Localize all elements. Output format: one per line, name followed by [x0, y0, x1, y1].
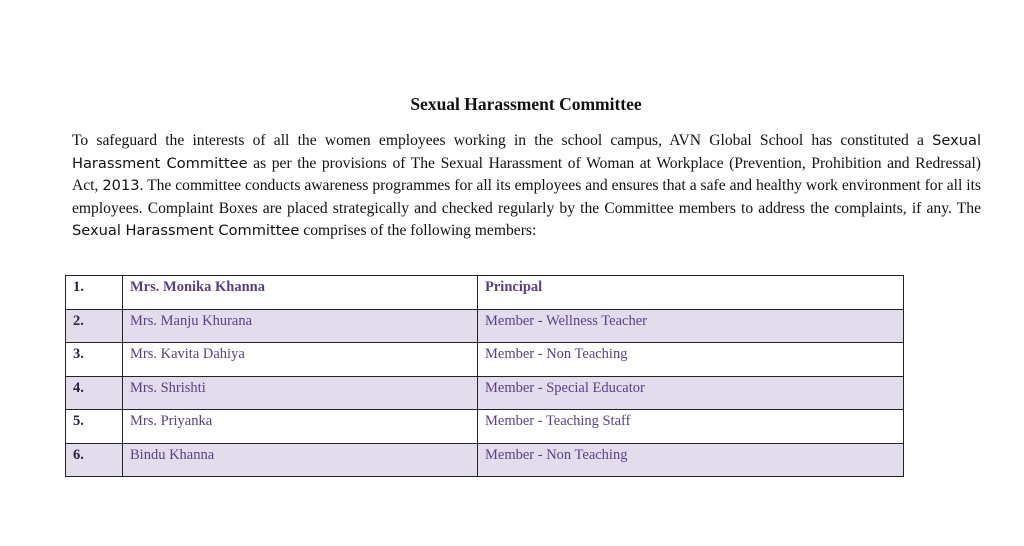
table-row — [66, 276, 904, 310]
member-name: Mrs. Manju Khurana — [123, 309, 478, 343]
members-table — [65, 275, 904, 477]
member-name: Mrs. Monika Khanna — [123, 276, 478, 310]
member-number: 1. — [66, 276, 123, 310]
intro-text-4: comprises of the following members: — [303, 222, 537, 240]
page-title: Sexual Harassment Committee — [410, 94, 642, 114]
member-name: Mrs. Kavita Dahiya — [123, 343, 478, 377]
committee-name: Sexual Harassment Committee — [72, 132, 981, 172]
table-row — [66, 309, 904, 343]
member-number: 4. — [66, 376, 123, 410]
intro-text-1: To safeguard the interests of all the women employees working in the school campus, AVN Global School has constituted a — [72, 132, 924, 149]
committee-name: Sexual Harassment Committee — [72, 222, 300, 240]
member-role: Member - Non Teaching — [478, 343, 904, 377]
member-name: Mrs. Shrishti — [123, 376, 478, 410]
member-number: 2. — [66, 309, 123, 343]
member-name: Bindu Khanna — [123, 443, 478, 477]
table-row — [66, 410, 904, 444]
member-role: Member - Wellness Teacher — [478, 309, 904, 343]
table-row — [66, 376, 904, 410]
table-row — [66, 443, 904, 477]
member-role: Member - Special Educator — [478, 376, 904, 410]
member-role: Principal — [478, 276, 904, 310]
member-number: 3. — [66, 343, 123, 377]
intro-text-3: . The committee conducts awareness programmes for all its employees and ensures that a safe and healthy work environment for all its employees. Complaint Boxes are placed strategically and checked regularly by the Committee members to address the complaints, if any. The — [72, 177, 981, 217]
member-role: Member - Teaching Staff — [478, 410, 904, 444]
member-number: 6. — [66, 443, 123, 477]
member-number: 5. — [66, 410, 123, 444]
intro-text-2: as per the provisions of The Sexual Harassment of Woman at Workplace (Prevention, Prohibition and Redressal) Act, — [72, 154, 981, 195]
intro-paragraph — [72, 130, 981, 243]
act-year: 2013 — [102, 177, 140, 195]
member-role: Member - Non Teaching — [478, 443, 904, 477]
member-name: Mrs. Priyanka — [123, 410, 478, 444]
table-row — [66, 343, 904, 377]
